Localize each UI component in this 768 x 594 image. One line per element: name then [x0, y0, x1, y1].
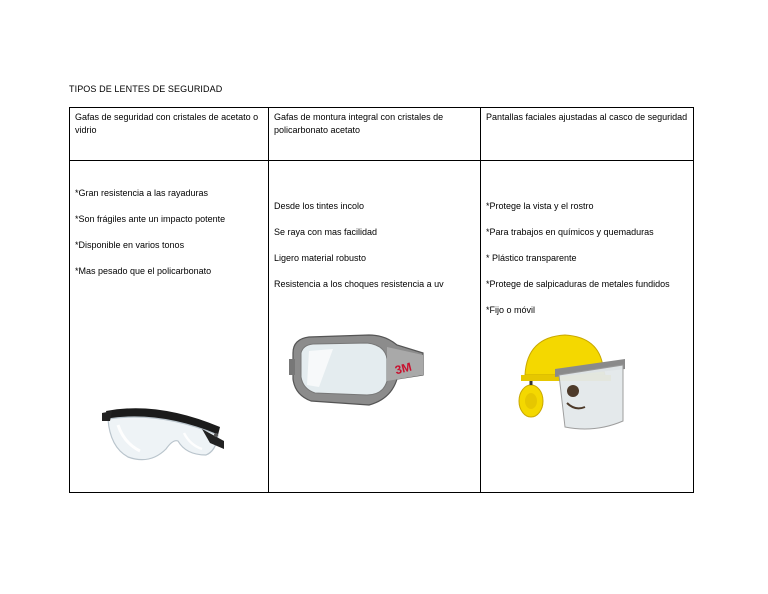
- lens-types-table: [69, 107, 694, 493]
- helmet-face-shield-icon: [515, 329, 630, 439]
- table-body-row: [70, 161, 694, 493]
- header-cell-integral-goggles: [269, 108, 481, 161]
- table-header-row: [70, 108, 694, 161]
- list-item: *Protege de salpicaduras de metales fundidos: [486, 279, 670, 289]
- goggles-icon: [289, 329, 429, 414]
- features-list-face-shields: [486, 200, 689, 330]
- header-cell-acetate-glasses: [70, 108, 269, 161]
- list-item: Desde los tintes incolo: [274, 201, 365, 211]
- brand-logo: 3M: [393, 359, 414, 378]
- document-title: TIPOS DE LENTES DE SEGURIDAD: [69, 84, 223, 94]
- header-cell-face-shields: [481, 108, 694, 161]
- header-acetate-glasses: Gafas de seguridad con cristales de acetato o vidrio: [75, 112, 259, 135]
- list-item: *Protege la vista y el rostro: [486, 201, 594, 211]
- list-item: Se raya con mas facilidad: [274, 227, 378, 237]
- features-list-integral-goggles: [274, 200, 476, 304]
- body-cell-acetate-glasses: [70, 161, 269, 493]
- list-item: Resistencia a los choques resistencia a uv: [274, 279, 444, 289]
- list-item: *Mas pesado que el policarbonato: [75, 266, 212, 276]
- list-item: *Gran resistencia a las rayaduras: [75, 188, 209, 198]
- body-cell-face-shields: [481, 161, 694, 493]
- header-face-shields: Pantallas faciales ajustadas al casco de seguridad: [486, 112, 688, 122]
- list-item: *Fijo o móvil: [486, 305, 536, 315]
- list-item: *Disponible en varios tonos: [75, 240, 185, 250]
- safety-glasses-icon: [98, 399, 228, 474]
- list-item: Ligero material robusto: [274, 253, 367, 263]
- body-cell-integral-goggles: [269, 161, 481, 493]
- features-list-acetate-glasses: [75, 187, 264, 291]
- list-item: * Plástico transparente: [486, 253, 577, 263]
- header-integral-goggles: Gafas de montura integral con cristales de policarbonato acetato: [274, 112, 444, 135]
- list-item: *Son frágiles ante un impacto potente: [75, 214, 226, 224]
- list-item: *Para trabajos en químicos y quemaduras: [486, 227, 654, 237]
